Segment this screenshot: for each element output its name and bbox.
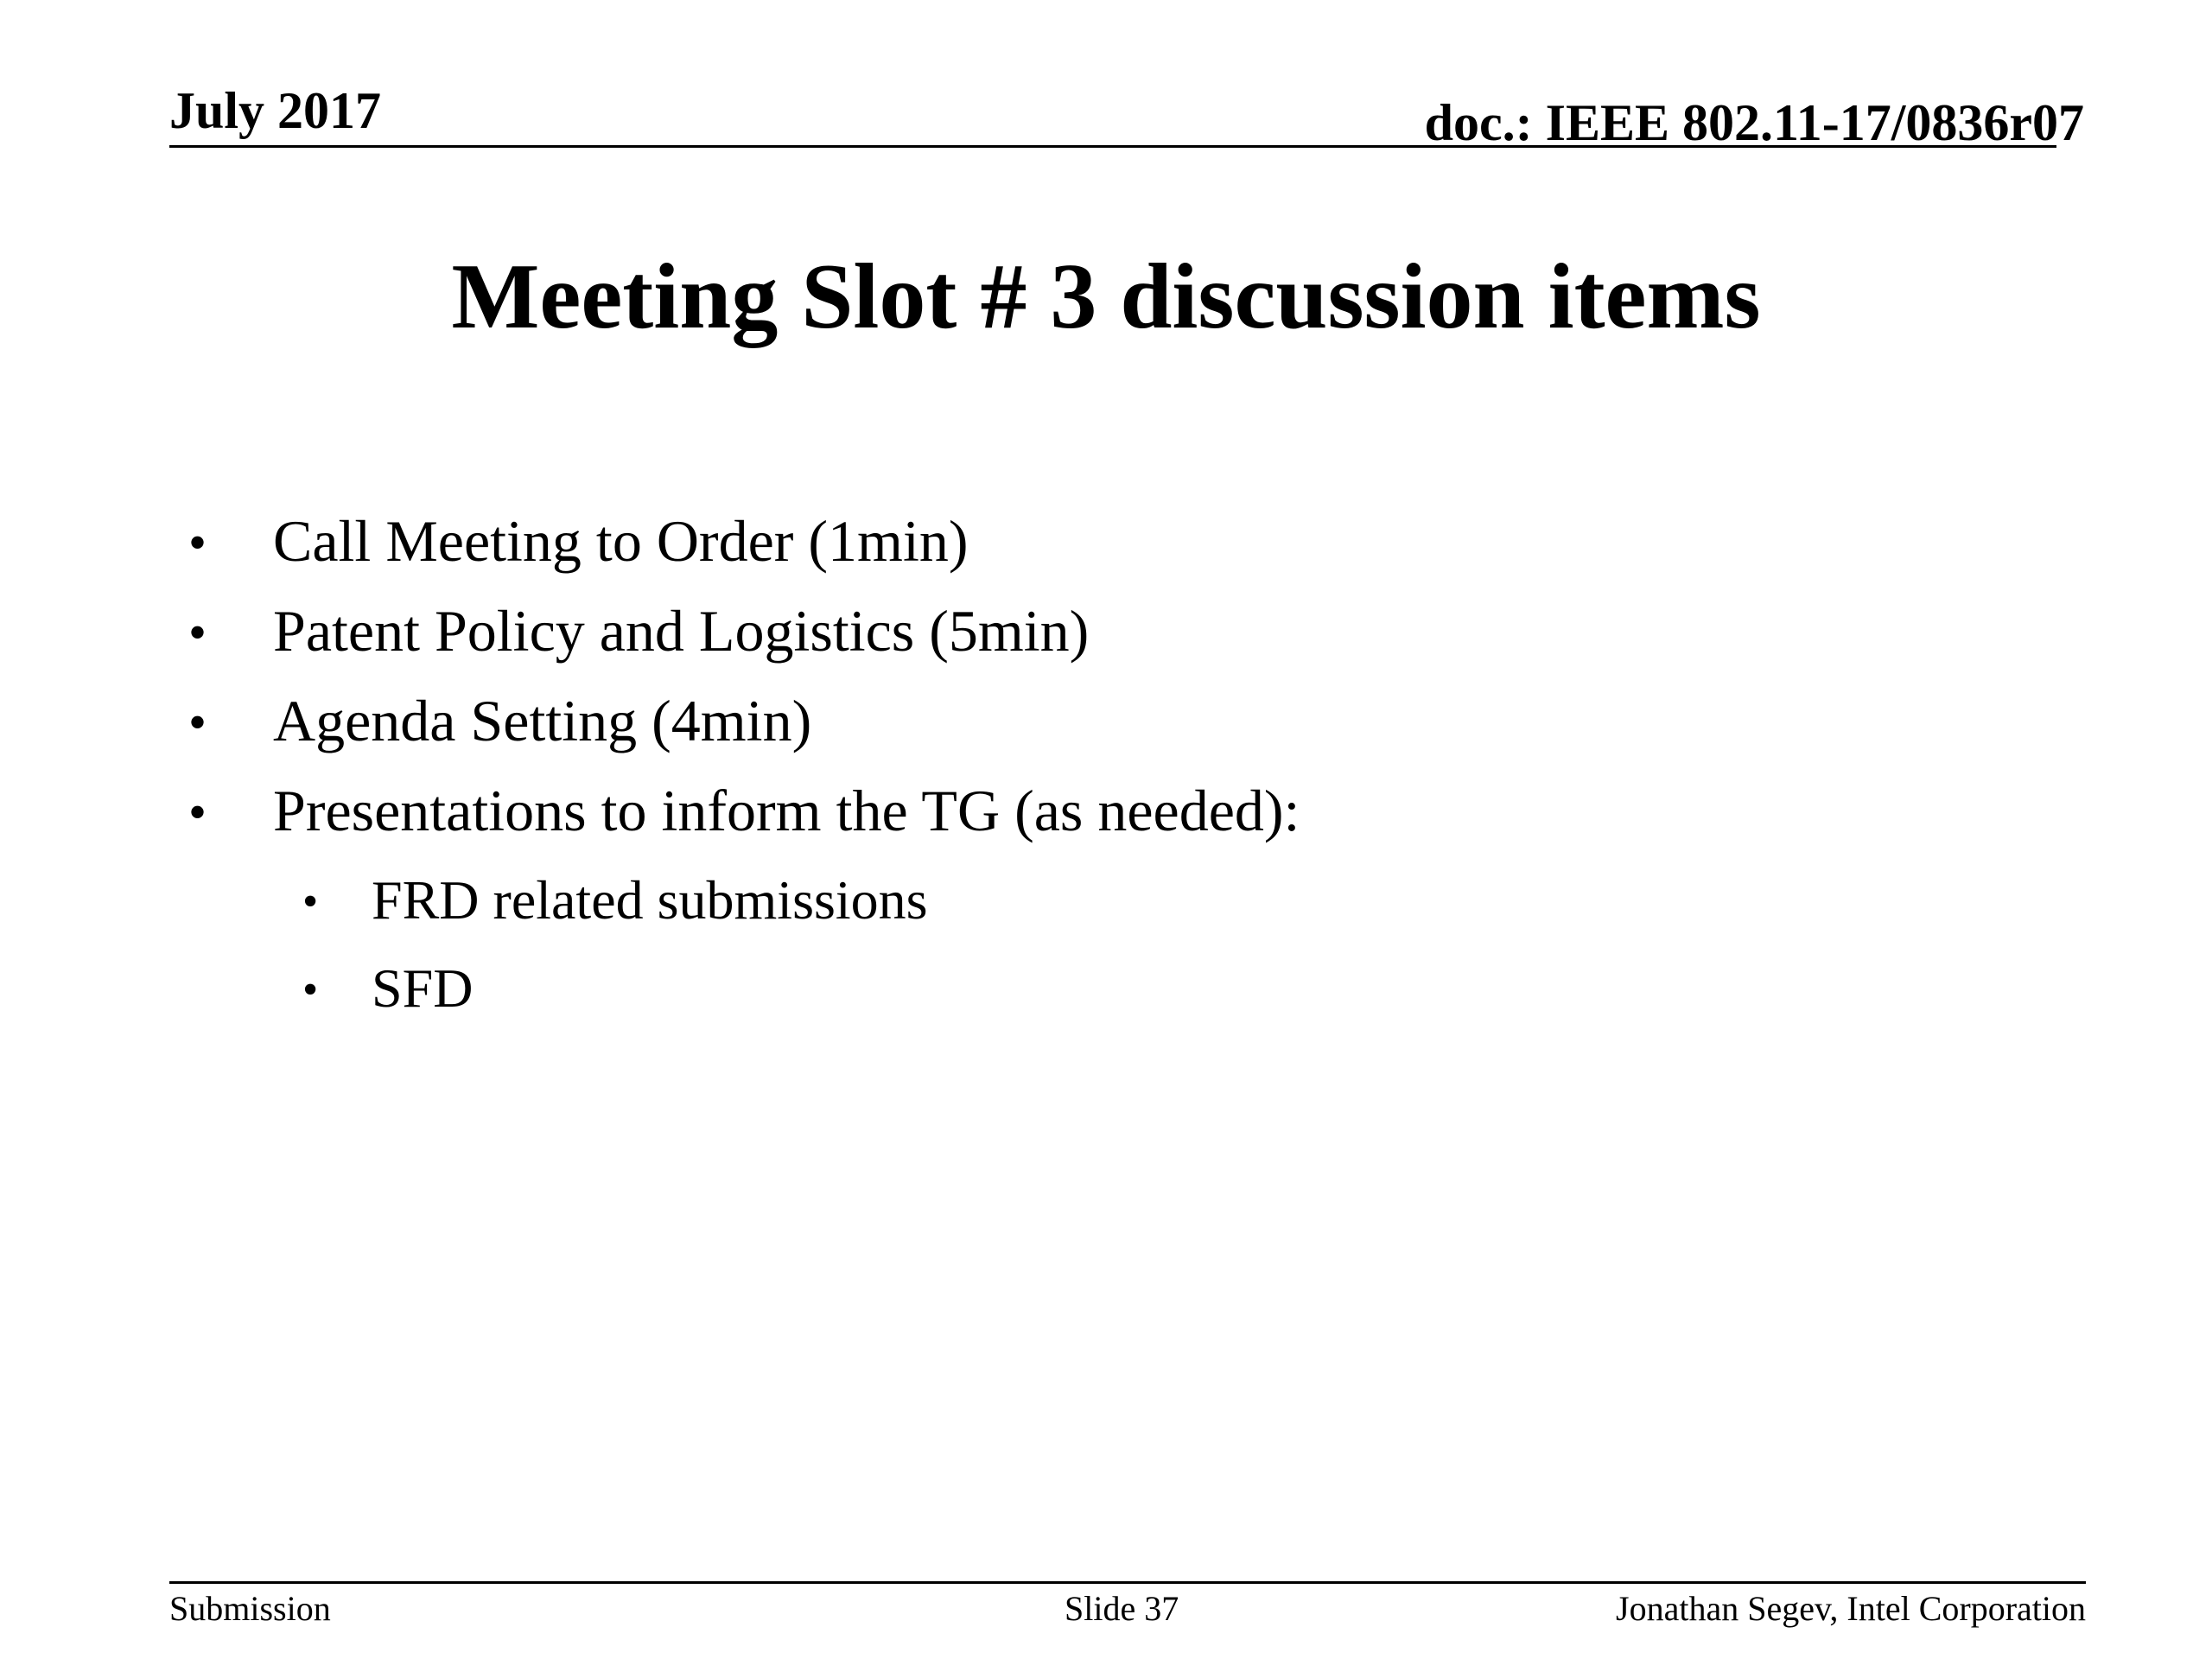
bullet-dot-icon: • <box>188 694 207 751</box>
sub-bullet-item <box>302 957 474 1019</box>
slide-title: Meeting Slot # 3 discussion items <box>451 245 1761 348</box>
bullet-item <box>188 778 1300 843</box>
bullet-item <box>188 688 812 753</box>
footer-divider <box>169 1581 2086 1584</box>
bullet-text: Patent Policy and Logistics (5min) <box>273 598 1090 664</box>
bullet-item <box>188 508 969 574</box>
bullet-text: FRD related submissions <box>372 869 928 931</box>
footer-submission: Submission <box>169 1589 331 1628</box>
bullet-text: Agenda Setting (4min) <box>273 688 812 753</box>
bullet-dot-icon: • <box>188 784 207 841</box>
header-date: July 2017 <box>169 82 382 139</box>
bullet-item <box>188 598 1090 664</box>
sub-bullet-item <box>302 869 928 931</box>
bullet-text: SFD <box>372 957 474 1019</box>
bullet-dot-icon: • <box>188 514 207 571</box>
bullet-dot-icon: • <box>302 965 319 1014</box>
footer-author: Jonathan Segev, Intel Corporation <box>1616 1589 2086 1628</box>
bullet-text: Presentations to inform the TG (as needed): <box>273 778 1300 843</box>
footer-slide-number: Slide 37 <box>1065 1589 1179 1628</box>
bullet-dot-icon: • <box>188 604 207 661</box>
header-document-id: doc.: IEEE 802.11-17/0836r07 <box>1424 94 2084 151</box>
bullet-dot-icon: • <box>302 877 319 926</box>
bullet-text: Call Meeting to Order (1min) <box>273 508 969 574</box>
